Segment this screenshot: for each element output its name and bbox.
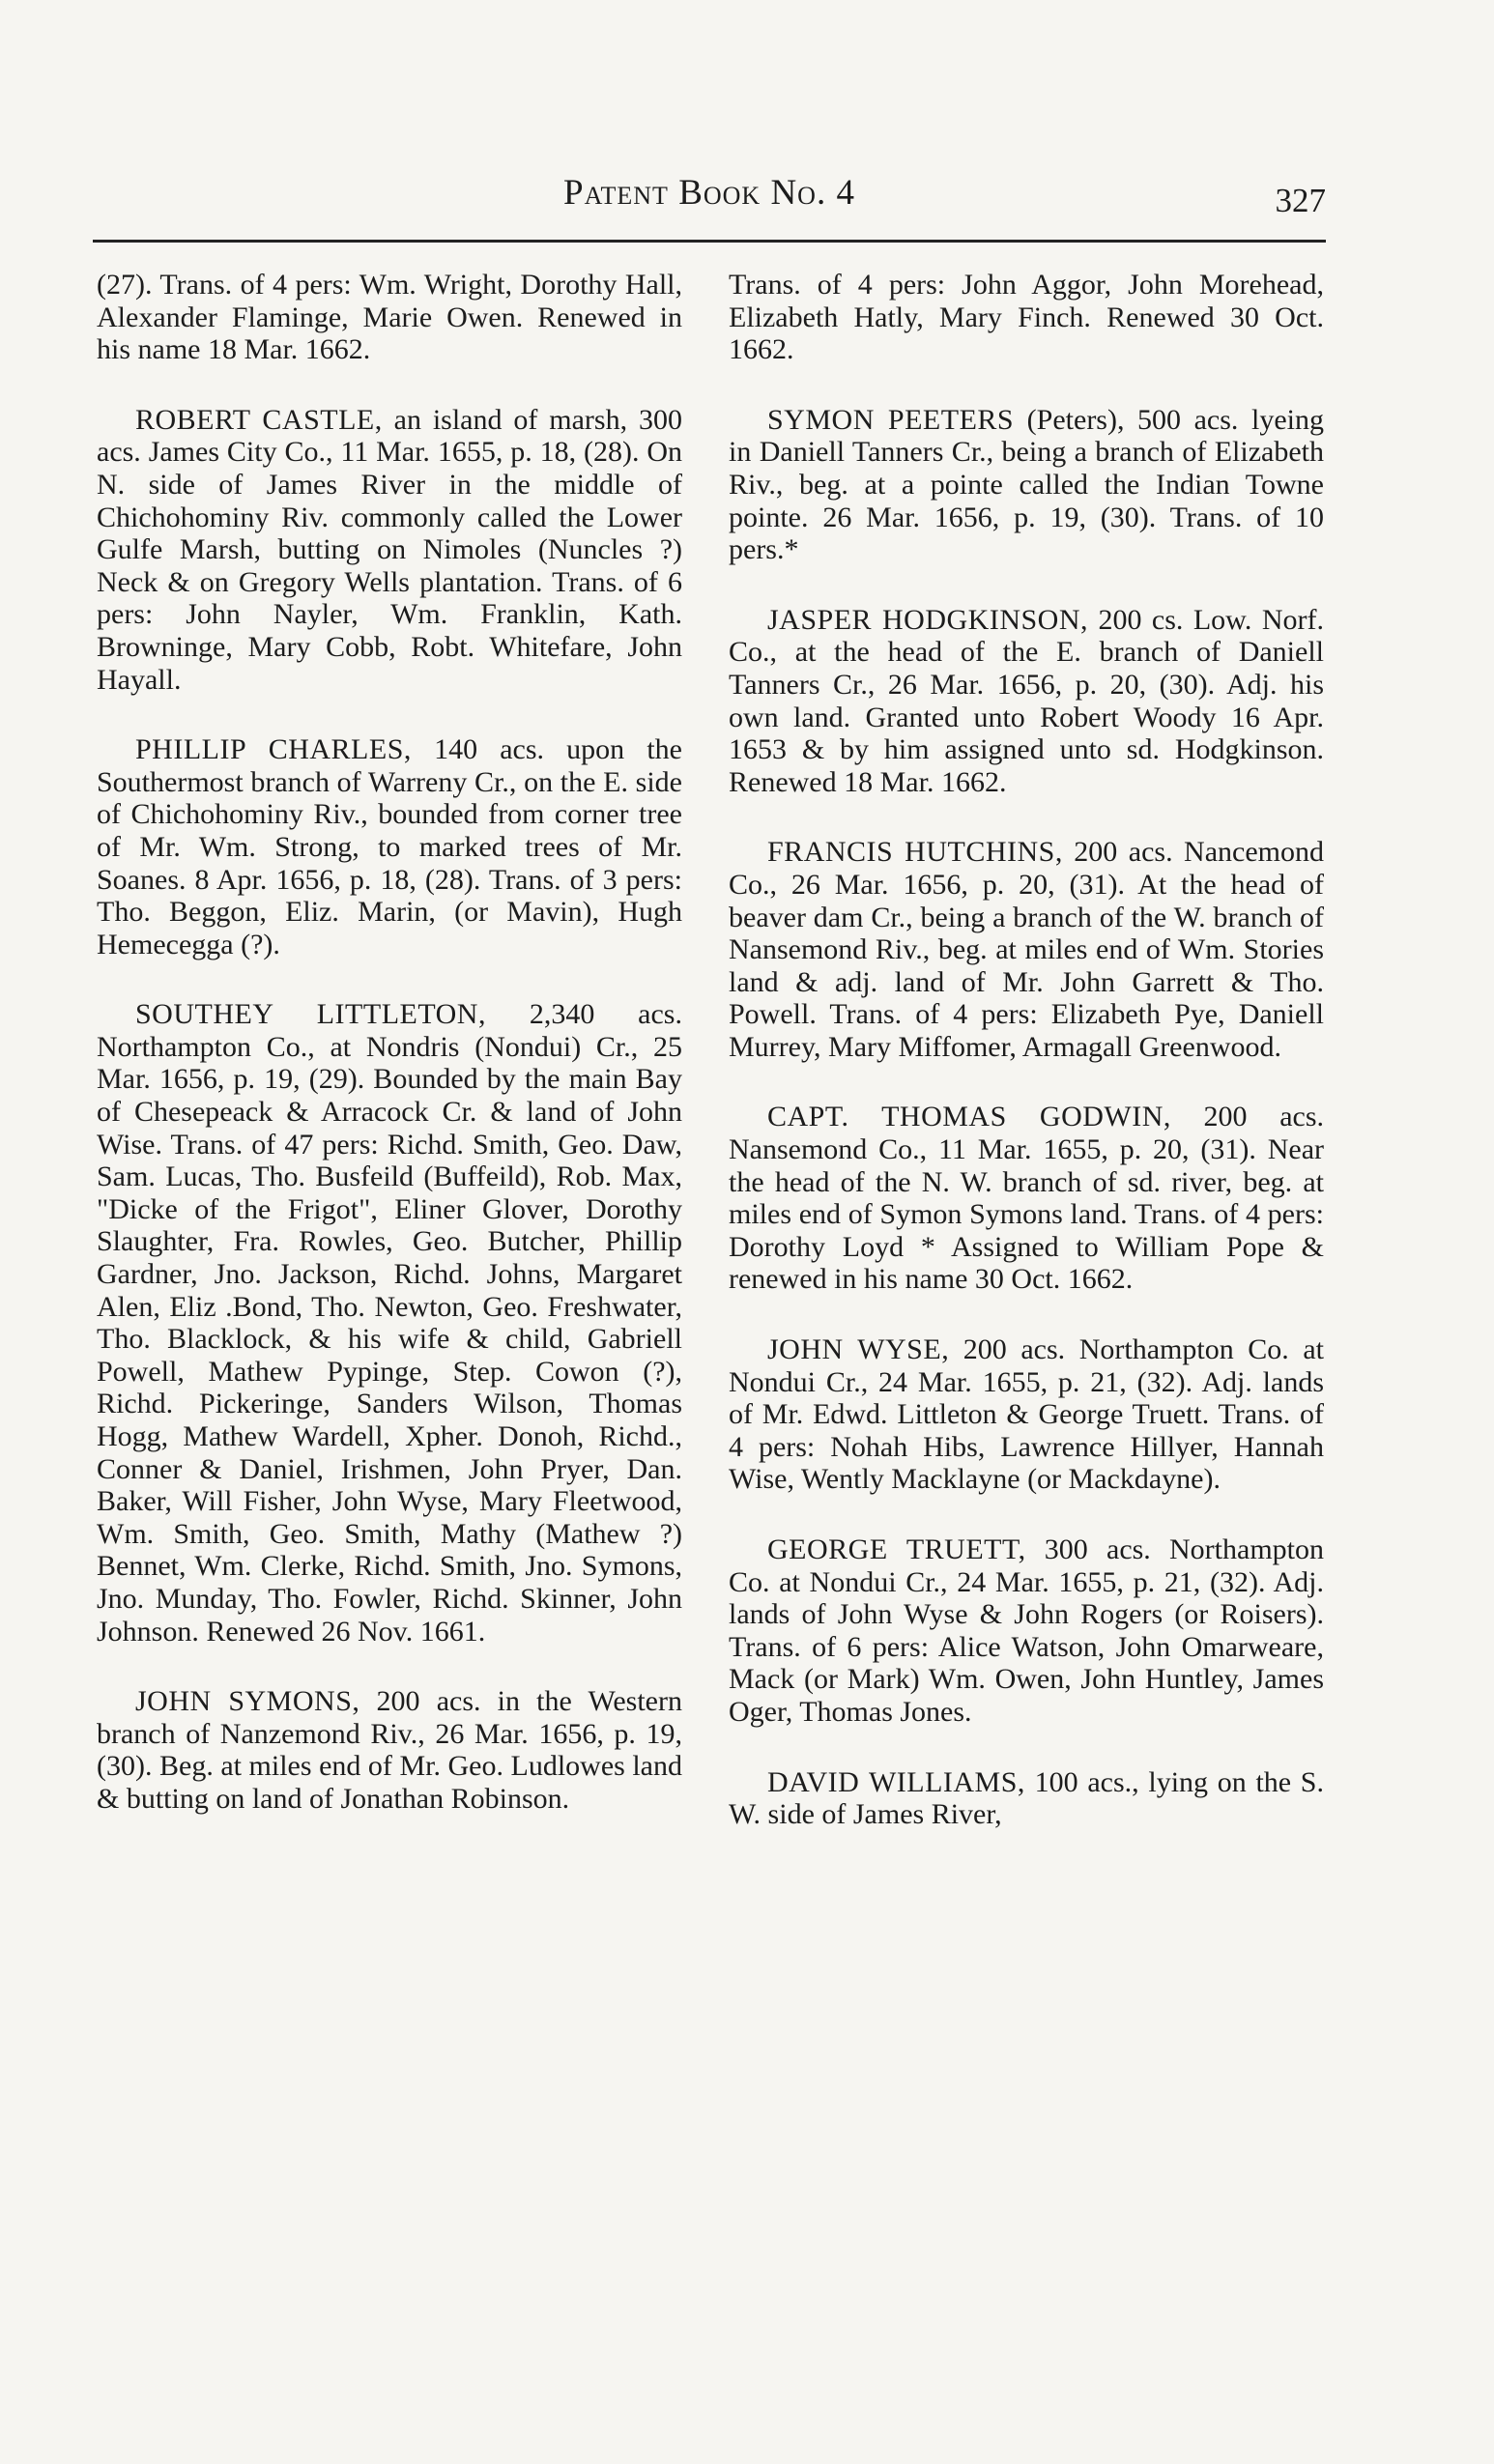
grantee-name: JASPER HODGKINSON, — [767, 603, 1088, 636]
grantee-name: PHILLIP CHARLES, — [135, 733, 412, 766]
grantee-name: GEORGE TRUETT, — [767, 1533, 1026, 1565]
right-column — [729, 269, 1324, 1831]
page-number: 327 — [1275, 182, 1326, 219]
grantee-name: JOHN WYSE, — [767, 1333, 950, 1366]
patent-entry — [97, 998, 682, 1647]
grantee-name: JOHN SYMONS, — [135, 1685, 360, 1718]
running-title: Patent Book No. 4 — [563, 173, 855, 213]
patent-entry — [729, 1333, 1324, 1496]
entry-text: 100 acs., lying on the S. W. side of James River, — [729, 1765, 1324, 1831]
entry-text: 2,340 acs. Northampton Co., at Nondris (Nondui) Cr., 25 Mar. 1656, p. 19, (29). Bounded by the main Bay of Chesepeack & Arracock Cr. & land of John Wise. Trans. of 47 pers: Richd. Smith, Geo. Daw, Sam. Lucas, Tho. Busfeild (Buffeild), Rob. Max, "Dicke of the Frigot", Eliner Glover, Dorothy Slaughter, Fra. Rowles, Geo. Butcher, Phillip Gardner, Jno. Jackson, Richd. Johns, Margaret Alen, Eliz .Bond, Tho. Newton, Geo. Freshwater, Tho. Blacklock, & his wife & child, Gabriell Powell, Mathew Pypinge, Step. Cowon (?), Richd. Pickeringe, Sanders Wilson, Thomas Hogg, Mathew Wardell, Xpher. Donoh, Richd., Conner & Daniel, Irishmen, John Pryer, Dan. Baker, Will Fisher, John Wyse, Mary Fleetwood, Wm. Smith, Geo. Smith, Mathy (Mathew ?) Bennet, Wm. Clerke, Richd. Smith, Jno. Symons, Jno. Munday, Tho. Fowler, Richd. Skinner, John Johnson. Renewed 26 Nov. 1661. — [97, 998, 682, 1647]
entry-text: an island of marsh, 300 acs. James City Co., 11 Mar. 1655, p. 18, (28). On N. side of James River in the middle of Chichohominy Riv. commonly called the Lower Gulfe Marsh, butting on Nimoles (Nuncles ?) Neck & on Gregory Wells plantation. Trans. of 6 pers: John Nayler, Wm. Franklin, Kath. Browninge, Mary Cobb, Robt. Whitefare, John Hayall. — [97, 403, 682, 696]
entry-text: (27). Trans. of 4 pers: Wm. Wright, Dorothy Hall, Alexander Flaminge, Marie Owen. Renewed in his name 18 Mar. 1662. — [97, 269, 682, 366]
patent-entry — [729, 1533, 1324, 1729]
patent-entry — [729, 269, 1324, 366]
grantee-name: SYMON PEETERS — [767, 403, 1015, 436]
grantee-name: FRANCIS HUTCHINS, — [767, 836, 1063, 869]
entry-text: 200 acs. Nansemond Co., 11 Mar. 1655, p. 20, (31). Near the head of the N. W. branch of sd. river, beg. at miles end of Symon Symons land. Trans. of 4 pers: Dorothy Loyd * Assigned to William Pope & renewed in his name 30 Oct. 1662. — [729, 1101, 1324, 1296]
grantee-name: CAPT. THOMAS GODWIN, — [767, 1101, 1171, 1133]
patent-entry — [729, 1101, 1324, 1296]
entry-text: (Peters), 500 acs. lyeing in Daniell Tanners Cr., being a branch of Elizabeth Riv., beg. at a pointe called the Indian Towne pointe. 26 Mar. 1656, p. 19, (30). Trans. of 10 pers.* — [729, 403, 1324, 566]
patent-entry — [97, 1685, 682, 1815]
entry-text: 200 acs. Nancemond Co., 26 Mar. 1656, p. 20, (31). At the head of beaver dam Cr., being a branch of the W. branch of Nansemond Riv., beg. at miles end of Wm. Stories land & adj. land of Mr. John Garrett & Tho. Powell. Trans. of 4 pers: Elizabeth Pye, Daniell Murrey, Mary Miffomer, Armagall Greenwood. — [729, 836, 1324, 1063]
patent-entry — [729, 836, 1324, 1063]
grantee-name: DAVID WILLIAMS, — [767, 1765, 1025, 1798]
entry-text: 200 acs. Northampton Co. at Nondui Cr., 24 Mar. 1655, p. 21, (32). Adj. lands of Mr. Edwd. Littleton & George Truett. Trans. of 4 pers: Nohah Hibs, Lawrence Hillyer, Hannah Wise, Wently Macklayne (or Mackdayne). — [729, 1333, 1324, 1496]
entry-text: 300 acs. Northampton Co. at Nondui Cr., 24 Mar. 1655, p. 21, (32). Adj. lands of John Wyse & John Rogers (or Roisers). Trans. of 6 pers: Alice Watson, John Omarweare, Mack (or Mark) Wm. Owen, John Huntley, James Oger, Thomas Jones. — [729, 1533, 1324, 1728]
entry-text: 200 acs. in the Western branch of Nanzemond Riv., 26 Mar. 1656, p. 19, (30). Beg. at miles end of Mr. Geo. Ludlowes land & butting on land of Jonathan Robinson. — [97, 1685, 682, 1815]
grantee-name: ROBERT CASTLE, — [135, 403, 383, 436]
entry-text: 200 cs. Low. Norf. Co., at the head of the E. branch of Daniell Tanners Cr., 26 Mar. 1656, p. 20, (30). Adj. his own land. Granted unto Robert Woody 16 Apr. 1653 & by him assigned unto sd. Hodgkinson. Renewed 18 Mar. 1662. — [729, 603, 1324, 798]
grantee-name: SOUTHEY LITTLETON, — [135, 998, 486, 1031]
running-header — [93, 172, 1326, 243]
patent-entry — [97, 733, 682, 960]
entry-text: 140 acs. upon the Southermost branch of Warreny Cr., on the E. side of Chichohominy Riv., bounded from corner tree of Mr. Wm. Strong, to marked trees of Mr. Soanes. 8 Apr. 1656, p. 18, (28). Trans. of 3 pers: Tho. Beggon, Eliz. Marin, (or Mavin), Hugh Hemecegga (?). — [97, 733, 682, 960]
left-column — [97, 269, 682, 1816]
patent-entry — [729, 404, 1324, 566]
patent-entry — [97, 269, 682, 366]
patent-entry — [729, 1766, 1324, 1831]
patent-entry — [97, 404, 682, 696]
patent-entry — [729, 604, 1324, 799]
entry-text: Trans. of 4 pers: John Aggor, John Morehead, Elizabeth Hatly, Mary Finch. Renewed 30 Oct. 1662. — [729, 269, 1324, 366]
